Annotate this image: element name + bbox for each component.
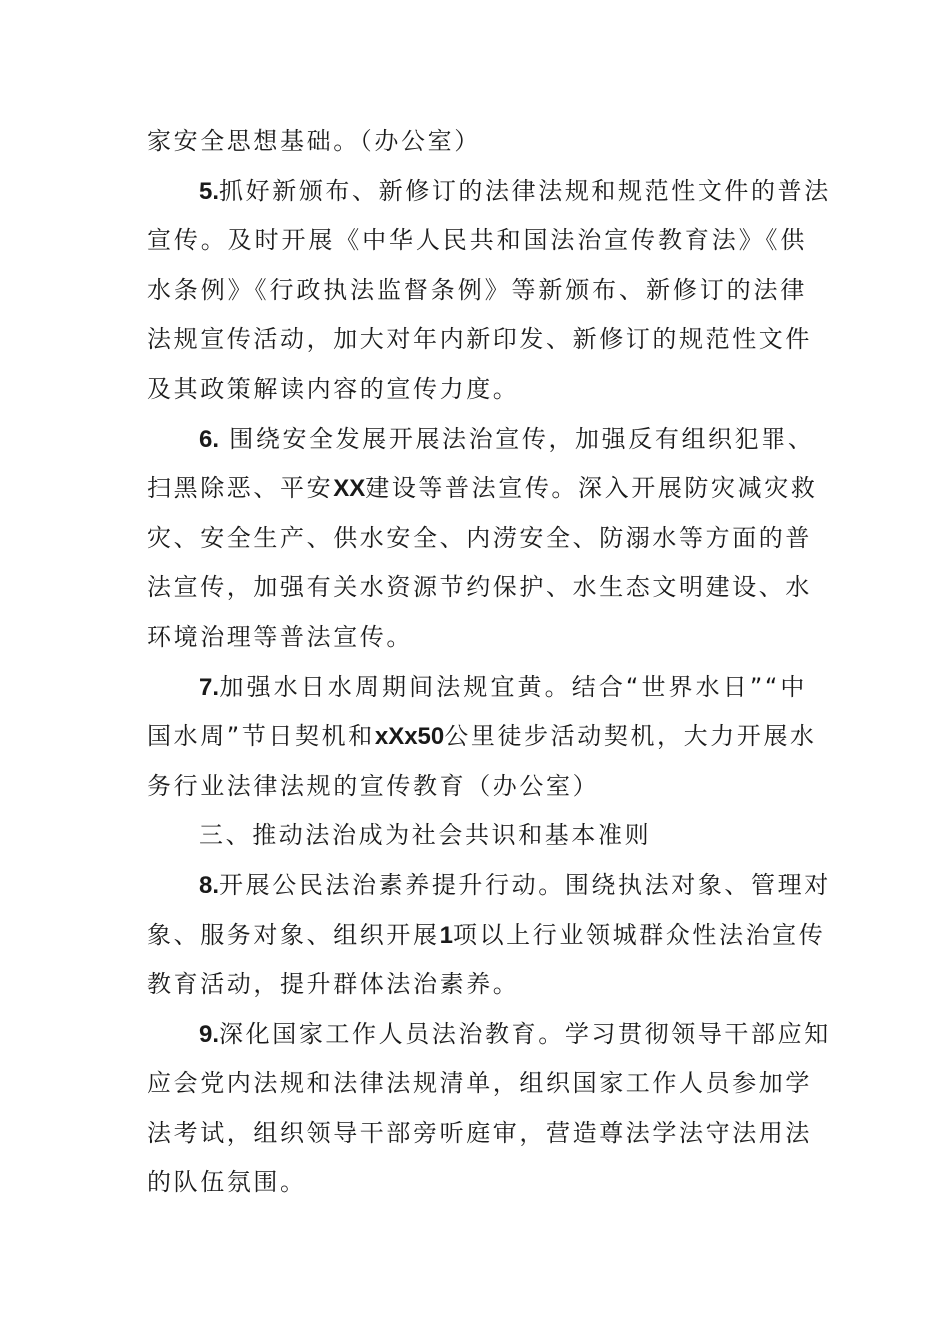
item-8-line-1 [147,861,831,911]
item-number-5: 5. [199,177,220,205]
item-6-line-5 [147,613,807,663]
line-text: 法宣传，加强有关水资源节约保护、水生态文明建设、水 [147,573,812,602]
count-number: 1 [439,921,453,949]
item-number-9: 9. [199,1020,220,1048]
line-text: 项以上行业领城群众性法治宣传 [452,920,826,949]
item-5-line-4 [147,315,812,365]
item-5-line-5 [147,365,807,415]
item-number-7: 7. [199,673,220,701]
item-8-line-3 [147,960,807,1010]
item-7-line-3 [147,762,807,812]
placeholder-xx: XX [333,475,366,503]
line-text: 及其政策解读内容的宣传力度。 [147,374,520,403]
line-text: 开展公民法治素养提升行动。围绕执法对象、管理对 [219,870,831,899]
line-text: 应会党内法规和法律法规清单，组织国家工作人员参加学 [147,1069,812,1098]
item-6-line-2 [147,464,818,514]
line-text: 加强水日水周期间法规宜黄。结合“世界水日”“中 [219,672,807,701]
item-8-line-2 [147,911,826,961]
line-text: 国水周”节日契机和 [147,722,375,751]
line-text: 围绕安全发展开展法治宣传，加强反有组织犯罪、 [219,424,815,453]
item-9-line-2 [147,1059,812,1109]
document-body [147,117,831,1208]
item-7-line-2 [147,712,817,762]
item-6-line-3 [147,514,812,564]
item-9-line-4 [147,1158,807,1208]
item-6-line-4 [147,563,812,613]
line-text: 法规宣传活动，加大对年内新印发、新修订的规范性文件 [147,325,812,354]
item-6-line-1 [147,415,815,465]
placeholder-xxx50: xXx50 [374,723,445,751]
line-text: 水条例》《行政执法监督条例》等新颁布、新修订的法律 [147,275,807,304]
line-text: 法考试，组织领导干部旁听庭审，营造尊法学法守法用法 [147,1118,812,1147]
line-text: 象、服务对象、组织开展 [147,920,440,949]
line-text: 抓好新颁布、新修订的法律法规和规范性文件的普法 [219,176,831,205]
line-text: 扫黑除恶、平安 [147,474,334,503]
line-text: 深化国家工作人员法治教育。学习贯彻领导干部应知 [219,1019,831,1048]
item-number-8: 8. [199,871,220,899]
item-9-line-3 [147,1109,812,1159]
item-5-line-2 [147,216,807,266]
line-text: 建设等普法宣传。深入开展防灾减灾救 [365,474,818,503]
line-text: 的队伍氛围。 [147,1168,307,1197]
item-9-line-1 [147,1010,831,1060]
line-text: 家安全思想基础。（办公室） [147,127,481,155]
line-text: 灾、安全生产、供水安全、内涝安全、防溺水等方面的普 [147,523,812,552]
section-heading-text: 三、推动法治成为社会共识和基本准则 [199,821,652,850]
item-7-line-1 [147,663,807,713]
item-5-line-3 [147,266,807,316]
item-5-line-1 [147,167,831,217]
item-number-6: 6. [199,425,220,453]
line-text: 务行业法律法规的宣传教育（办公室） [147,771,600,800]
line-text: 环境治理等普法宣传。 [147,622,413,651]
line-text: 公里徒步活动契机，大力开展水 [444,722,817,751]
line-text: 宣传。及时开展《中华人民共和国法治宣传教育法》《供 [147,226,807,255]
section-heading-3 [147,811,807,861]
paragraph-4-end-line [147,117,807,167]
line-text: 教育活动，提升群体法治素养。 [147,970,520,999]
